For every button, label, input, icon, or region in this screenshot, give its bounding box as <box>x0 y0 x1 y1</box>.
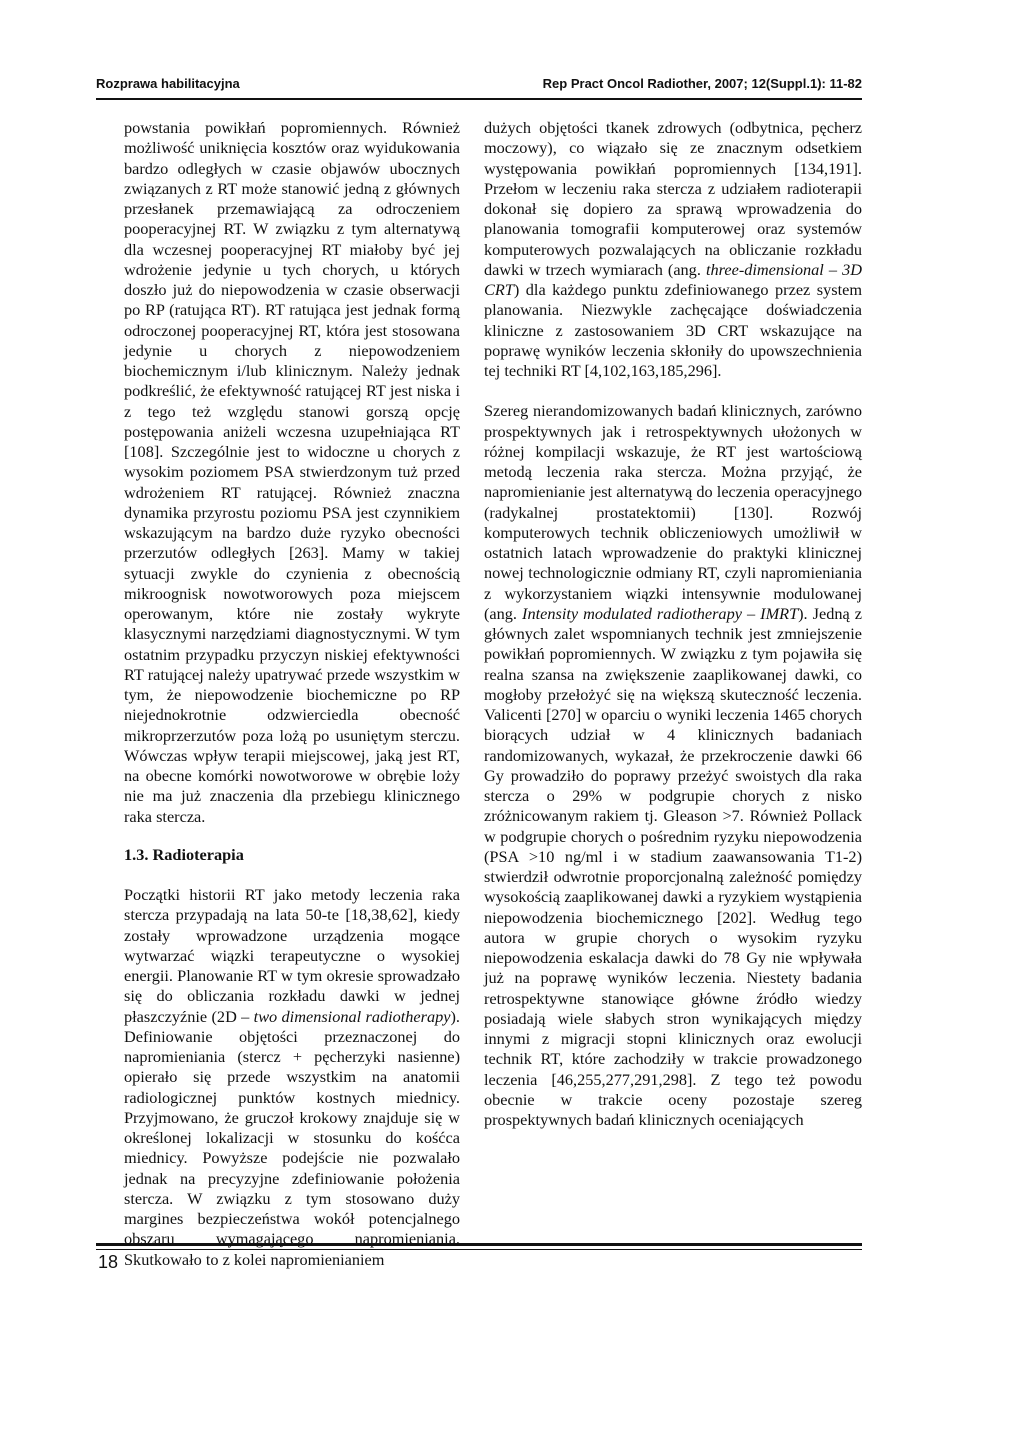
footer-rule-thin <box>96 1249 862 1250</box>
left-column <box>124 118 460 1270</box>
italic-term: Intensity modulated radiotherapy – IMRT <box>522 603 799 623</box>
text-run: ). Jedną z głównych zalet wspomnianych technik jest zmniejszenie powikłań popromiennych. W związku z tym pojawiła się realna szansa na zwiększenie zaaplikowanej dawki, co mogłoby przełożyć się na większą skuteczność leczenia. Valicenti [270] w oparciu o wyniki leczenia 1465 chorych biorących udział w 4 klinicznych badaniach randomizowanych, wykazał, że przekroczenie dawki 66 Gy prowadziło do poprawy przeżyć swoistych dla raka stercza o 29% w podgrupie chorych z nisko zróżnicowanym rakiem tj. Gleason >7. Również Pollack w podgrupie chorych o pośrednim ryzyku niepowodzenia (PSA >10 ng/ml i w stadium zaawansowania T1-2) stwierdził odwrotnie proporcjonalną zależność pomiędzy wysokością zaaplikowanej dawki a ryzykiem wystąpienia niepowodzenia biochemicznego [202]. Według tego autora w grupie chorych o wysokim ryzyku niepowodzenia eskalacja dawki do 78 Gy nie wpływała już na poprawę wyników leczenia. Niestety badania retrospektywne stanowiące główne źródło wiedzy posiadają wiele słabych stron wynikających między innymi z migracji stopni klinicznych oraz ewolucji technik RT, które zachodziły w trakcie prowadzonego leczenia [46,255,277,291,298]. Z tego też powodu obecnie w trakcie oceny pozostaje szereg prospektywnych badań klinicznych oceniających <box>484 603 863 1129</box>
footer-rule-thick <box>96 1243 862 1246</box>
text-run: ). Definiowanie objętości przeznaczonej do napromieniania (stercz + pęcherzyki nasienne) opierało się przede wszystkim na anatomii radiologicznej punktów kostnych miednicy. Przyjmowano, że gruczoł krokowy znajduje się w określonej lokalizacji w stosunku do kośćca miednicy. Powyższe podejście nie pozwalało jednak na precyzyjne zdefiniowanie położenia stercza. W związku z tym stosowano duży margines bezpieczeństwa wokół potencjalnego obszaru wymagającego napromieniania. Skutkowało to z kolei napromienianiem <box>124 1006 460 1269</box>
running-header <box>96 76 862 98</box>
italic-term: three-dimensional – 3D CRT <box>484 259 862 299</box>
right-column <box>484 118 862 1130</box>
paragraph <box>484 401 862 1130</box>
journal-section-label: Rozprawa habilitacyjna <box>96 76 240 91</box>
text-run: dużych objętości tkanek zdrowych (odbytnica, pęcherz moczowy), co wiązało się ze znacznym odsetkiem występowania powikłań popromiennych [134,191]. Przełom w leczeniu raka stercza z udziałem radioterapii dokonał się dopiero za sprawą wprowadzenia do planowania tomografii komputerowej oraz systemów komputerowych pozwalających na obliczanie rozkładu dawki w trzech wymiarach (ang. <box>484 118 862 279</box>
paragraph <box>124 885 460 1270</box>
italic-term: two dimensional radiotherapy <box>253 1006 451 1026</box>
text-run: Szereg nierandomizowanych badań klinicznych, zarówno prospektywnych jak i retrospektywnych ułożonych w różnej kompilacji wskazuje, że RT jest wartościową metodą leczenia raka stercza. Można przyjąć, że napromienianie jest alternatywą do leczenia operacyjnego (radykalnej prostatektomii) [130]. Rozwój komputerowych technik obliczeniowych umożliwił w ostatnich latach wprowadzenie do praktyki klinicznej nowej technologicznie odmiany RT, czyli napromieniania z wykorzystaniem wiązki intensywnie modulowanej (ang. <box>484 401 862 623</box>
journal-citation: Rep Pract Oncol Radiother, 2007; 12(Suppl.1): 11-82 <box>542 76 862 91</box>
section-heading: 1.3. Radioterapia <box>124 844 244 864</box>
text-run: Początki historii RT jako metody leczenia raka stercza przypadają na lata 50-te [18,38,62], kiedy zostały wprowadzone urządzenia mogące wytwarzać wiązki terapeutyczne o wysokiej energii. Planowanie RT w tym okresie sprowadzało się do obliczania rozkładu dawki w jednej płaszczyźnie (2D – <box>124 885 460 1026</box>
page-number: 18 <box>98 1252 119 1272</box>
paragraph: powstania powikłań popromiennych. Również możliwość uniknięcia kosztów oraz wyidukowania bardzo odległych w czasie objawów ubocznych związanych z RT może stanowić jedną z głównych przesłanek przemawiającą za odroczeniem pooperacyjnej RT. W związku z tym alternatywą dla wczesnej pooperacyjnej RT miałoby być jej wdrożenie jedynie u tych chorych, u których doszło już do niepowodzenia w czasie obserwacji po RP (ratująca RT). RT ratująca jest jednak formą odroczonej pooperacyjnej RT, która jest stosowana jedynie u chorych z niepowodzeniem biochemicznym i/lub klinicznym. Należy jednak podkreślić, że efektywność ratującej RT jest niska i z tego też względu stanowi gorszą opcję postępowania aniżeli wczesna uzupełniająca RT [108]. Szczególnie jest to widoczne u chorych z wysokim poziomem PSA stwierdzonym tuż przed wdrożeniem RT ratującej. Również znaczna dynamika przyrostu poziomu PSA jest czynnikiem wskazującym na bardzo duże ryzyko obecności przerzutów odległych [263]. Mamy w takiej sytuacji zwykle do czynienia z obecnością mikroognisk nowotworowych poza miejscem operowanym, które nie zostały wykryte klasycznymi narzędziami diagnostycznymi. W tym ostatnim przypadku przyczyn niskiej efektywności RT ratującej należy upatrywać przede wszystkim w tym, że niepowodzenie biochemiczne po RP niejednokrotnie odzwierciedla obecność mikroprzerzutów poza lożą po usuniętym sterczu. Wówczas wpływ terapii miejscowej, jaką jest RT, na obecne komórki nowotworowe w obrębie loży nie ma już znaczenia dla przebiegu klinicznego raka stercza. <box>124 118 460 826</box>
text-run: ) dla każdego punktu zdefiniowanego przez system planowania. Niezwykle zachęcające doświadczenia kliniczne z zastosowaniem 3D CRT wskazujące na poprawę wyników leczenia skłoniły do upowszechnienia tej techniki RT [4,102,163,185,296]. <box>484 280 862 380</box>
header-rule <box>96 98 862 100</box>
paragraph <box>484 118 862 381</box>
